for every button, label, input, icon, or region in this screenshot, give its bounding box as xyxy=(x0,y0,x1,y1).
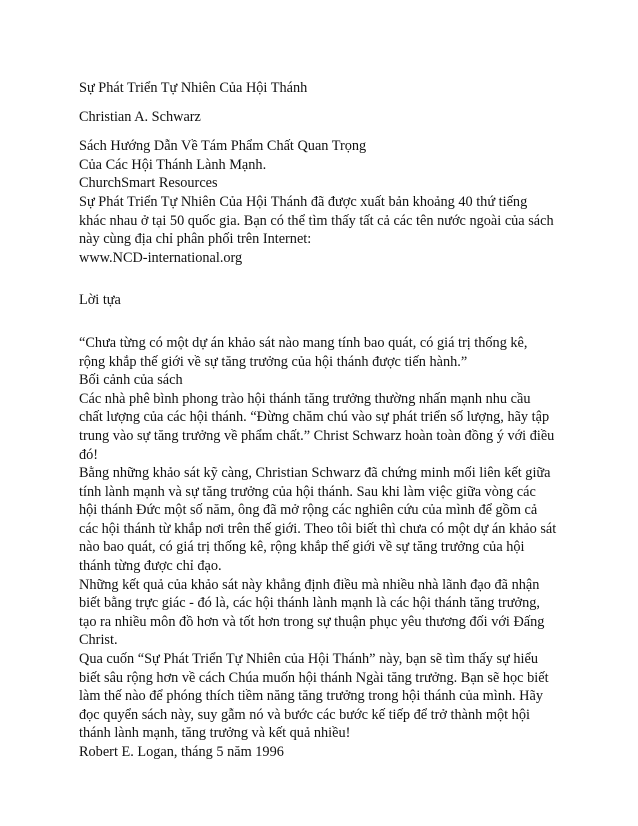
foreword-line: nào bao quát, có giá trị thống kê, rộng khắp thế giới về sự tăng trưởng của hội xyxy=(79,539,525,556)
foreword-line: chất lượng của các hội thánh. “Đừng chăm chú vào sự phát triển số lượng, hãy tập xyxy=(79,409,550,426)
spacer xyxy=(79,126,571,137)
foreword-line: hội thánh Đức một số năm, ông đã mở rộng các nghiên cứu của mình để gồm cả xyxy=(79,502,538,519)
foreword-line: đọc quyển sách này, suy gẫm nó và bước các bước kế tiếp để trở thành một hội xyxy=(79,706,530,723)
foreword-line: “Chưa từng có một dự án khảo sát nào mang tính bao quát, có giá trị thống kê, xyxy=(79,334,528,351)
spacer xyxy=(79,98,571,108)
section-subheading: Bối cảnh của sách xyxy=(79,372,183,389)
foreword-line: biết sâu rộng hơn về cách Chúa muốn hội thánh Ngài tăng trưởng. Bạn sẽ học biết xyxy=(79,669,549,686)
publisher-line: ChurchSmart Resources xyxy=(79,175,218,192)
author-name: Christian A. Schwarz xyxy=(79,108,201,125)
book-title: Sự Phát Triển Tự Nhiên Của Hội Thánh xyxy=(79,80,308,96)
document-content xyxy=(79,79,571,762)
foreword-line: Những kết quả của khảo sát này khẳng định điều mà nhiều nhà lãnh đạo đã nhận xyxy=(79,576,540,593)
foreword-line: làm thế nào để phóng thích tiềm năng tăng trưởng trong hội thánh của mình. Hãy xyxy=(79,688,543,705)
foreword-line: Bằng những khảo sát kỹ càng, Christian Schwarz đã chứng minh mối liên kết giữa xyxy=(79,465,551,482)
foreword-heading: Lời tựa xyxy=(79,292,121,309)
spacer xyxy=(79,267,571,291)
publisher-line: Sách Hướng Dẫn Về Tám Phẩm Chất Quan Trọng xyxy=(79,138,367,155)
foreword-line: trung vào sự tăng trưởng về phẩm chất.” Christ Schwarz hoàn toàn đồng ý với điều xyxy=(79,427,555,444)
foreword-signature: Robert E. Logan, tháng 5 năm 1996 xyxy=(79,744,284,760)
publisher-line: Sự Phát Triển Tự Nhiên Của Hội Thánh đã được xuất bản khoảng 40 thứ tiếng xyxy=(79,193,528,210)
publisher-website: www.NCD-international.org xyxy=(79,249,243,266)
foreword-line: tạo ra nhiều môn đồ hơn và tốt hơn trong sự thuận phục yêu thương đối với Đấng xyxy=(79,613,545,630)
publisher-line: khác nhau ở tại 50 quốc gia. Bạn có thể tìm thấy tất cả các tên nước ngoài của sách xyxy=(79,212,554,229)
foreword-line: thánh từng được chỉ đạo. xyxy=(79,558,222,575)
foreword-line: tính lành mạnh và sự tăng trưởng của hội thánh. Sau khi làm việc giữa vòng các xyxy=(79,483,536,500)
foreword-line: Christ. xyxy=(79,632,118,649)
foreword-line: các hội thánh từ khắp nơi trên thế giới. Theo tôi biết thì chưa có một dự án khảo sát xyxy=(79,520,557,537)
foreword-line: rộng khắp thế giới về sự tăng trưởng của hội thánh được tiến hành.” xyxy=(79,353,468,370)
foreword-line: thánh lành mạnh, tăng trưởng và kết quả nhiều! xyxy=(79,725,351,742)
publisher-line: Của Các Hội Thánh Lành Mạnh. xyxy=(79,156,267,173)
foreword-line: đó! xyxy=(79,446,99,463)
publisher-line: này cùng địa chỉ phân phối trên Internet: xyxy=(79,231,312,248)
foreword-line: Các nhà phê bình phong trào hội thánh tăng trưởng thường nhấn mạnh nhu cầu xyxy=(79,390,531,407)
foreword-line: biết bằng trực giác - đó là, các hội thánh lành mạnh là các hội thánh tăng trưởng, xyxy=(79,595,540,612)
foreword-line: Qua cuốn “Sự Phát Triển Tự Nhiên của Hội Thánh” này, bạn sẽ tìm thấy sự hiểu xyxy=(79,651,538,668)
spacer xyxy=(79,310,571,334)
